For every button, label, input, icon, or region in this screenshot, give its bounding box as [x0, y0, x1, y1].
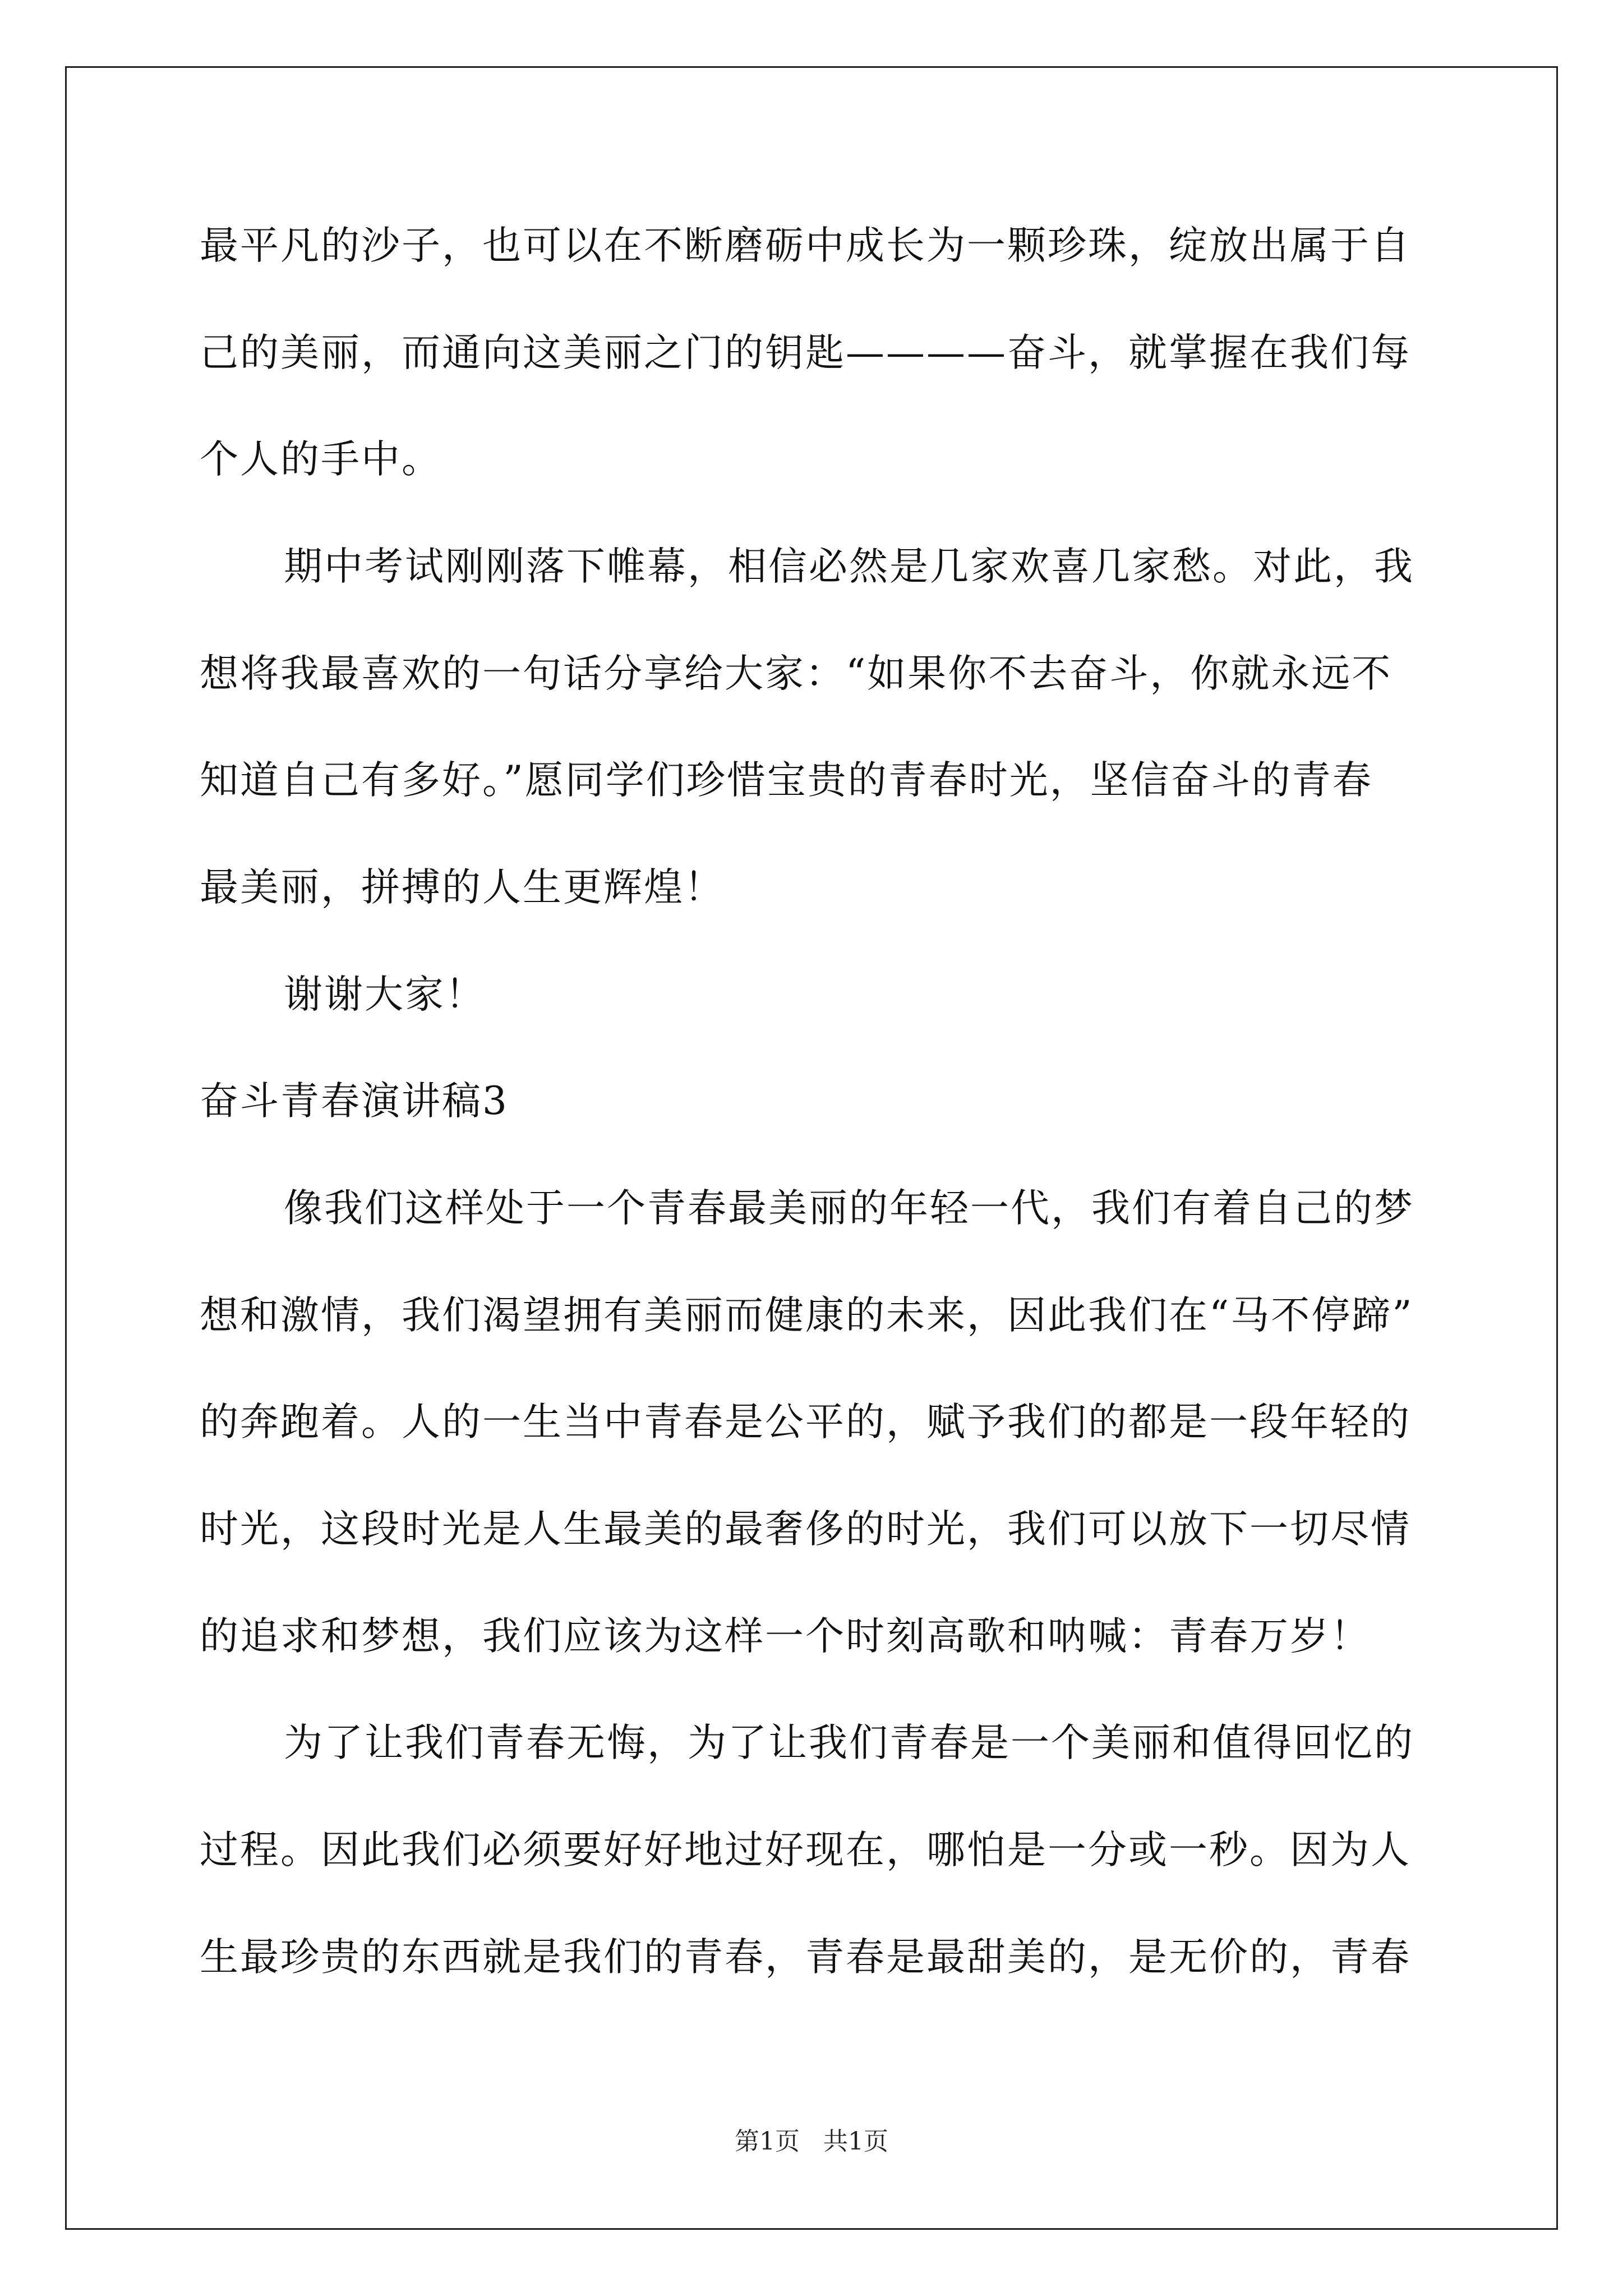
body-line: 过程。因此我们必须要好好地过好现在，哪怕是一分或一秒。因为人 [200, 1828, 1411, 1872]
body-line: 谢谢大家！ [284, 972, 486, 1017]
body-line: 生最珍贵的东西就是我们的青春，青春是最甜美的，是无价的，青春 [200, 1935, 1411, 1980]
body-line: 想将我最喜欢的一句话分享给大家：“如果你不去奋斗，你就永远不 [200, 651, 1393, 696]
body-line: 的追求和梦想，我们应该为这样一个时刻高歌和呐喊：青春万岁！ [200, 1614, 1371, 1659]
section-heading: 奋斗青春演讲稿3 [200, 1079, 509, 1124]
body-line: 最平凡的沙子，也可以在不断磨砺中成长为一颗珍珠，绽放出属于自 [200, 223, 1411, 268]
body-line: 知道自己有多好。”愿同学们珍惜宝贵的青春时光，坚信奋斗的青春 [200, 758, 1373, 803]
page-footer [0, 2125, 1623, 2159]
body-line: 时光，这段时光是人生最美的最奢侈的时光，我们可以放下一切尽情 [200, 1507, 1411, 1552]
page-border [65, 66, 1558, 2230]
body-line: 为了让我们青春无悔，为了让我们青春是一个美丽和值得回忆的 [284, 1720, 1414, 1765]
page-number: 第1页 [735, 2127, 800, 2156]
page-total: 共1页 [823, 2127, 888, 2156]
body-line: 己的美丽，而通向这美丽之门的钥匙————奋斗，就掌握在我们每 [200, 330, 1411, 375]
body-line: 最美丽，拼搏的人生更辉煌！ [200, 865, 725, 910]
body-line: 像我们这样处于一个青春最美丽的年轻一代，我们有着自己的梦 [284, 1186, 1414, 1231]
body-line: 的奔跑着。人的一生当中青春是公平的，赋予我们的都是一段年轻的 [200, 1400, 1411, 1444]
body-line: 个人的手中。 [200, 437, 442, 482]
body-line: 期中考试刚刚落下帷幕，相信必然是几家欢喜几家愁。对此，我 [284, 544, 1414, 589]
body-line: 想和激情，我们渴望拥有美丽而健康的未来，因此我们在“马不停蹄” [200, 1293, 1414, 1338]
